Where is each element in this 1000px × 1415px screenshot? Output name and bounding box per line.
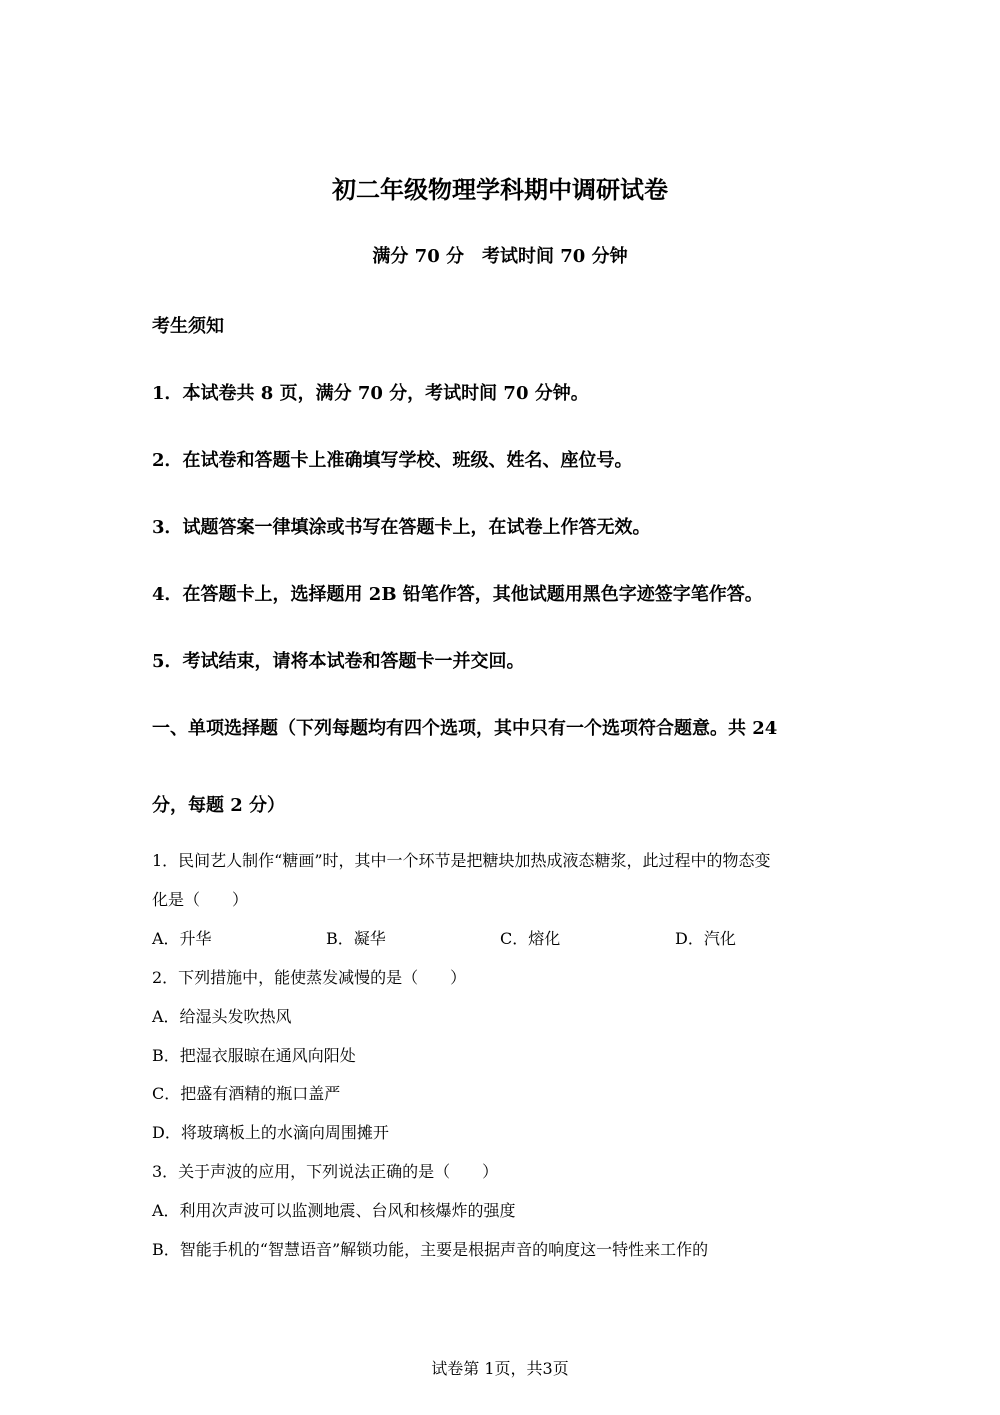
notice-item-1: 1．本试卷共 8 页，满分 70 分，考试时间 70 分钟。 <box>152 383 589 404</box>
question-3-stem: 3．关于声波的应用，下列说法正确的是（ ） <box>152 1162 499 1181</box>
notice-item-2: 2．在试卷和答题卡上准确填写学校、班级、姓名、座位号。 <box>152 450 633 471</box>
question-1-option-c: C．熔化 <box>500 929 561 948</box>
section-heading-line2: 分，每题 2 分） <box>152 795 286 816</box>
question-2-option-b: B．把湿衣服晾在通风向阳处 <box>152 1046 356 1065</box>
section-heading-line1: 一、单项选择题（下列每题均有四个选项，其中只有一个选项符合题意。共 24 <box>152 718 778 739</box>
exam-subtitle: 满分 70 分 考试时间 70 分钟 <box>372 246 628 267</box>
exam-title: 初二年级物理学科期中调研试卷 <box>332 176 668 204</box>
question-3-option-a: A．利用次声波可以监测地震、台风和核爆炸的强度 <box>152 1201 516 1220</box>
question-2-option-d: D．将玻璃板上的水滴向周围摊开 <box>152 1123 389 1142</box>
question-2-option-c: C．把盛有酒精的瓶口盖严 <box>152 1084 341 1103</box>
notice-heading: 考生须知 <box>152 316 224 337</box>
page-footer: 试卷第 1页，共3页 <box>431 1359 569 1378</box>
question-1-stem: 1．民间艺人制作“糖画”时，其中一个环节是把糖块加热成液态糖浆，此过程中的物态变 <box>152 851 771 870</box>
question-2-stem: 2．下列措施中，能使蒸发减慢的是（ ） <box>152 968 467 987</box>
question-1-option-a: A．升华 <box>152 929 212 948</box>
notice-item-3: 3．试题答案一律填涂或书写在答题卡上，在试卷上作答无效。 <box>152 517 651 538</box>
question-1-option-d: D．汽化 <box>675 929 736 948</box>
question-1-option-b: B．凝华 <box>326 929 386 948</box>
question-1-stem-cont: 化是（ ） <box>152 890 249 909</box>
question-2-option-a: A．给湿头发吹热风 <box>152 1007 292 1026</box>
question-3-option-b: B．智能手机的“智慧语音”解锁功能，主要是根据声音的响度这一特性来工作的 <box>152 1240 709 1259</box>
notice-item-4: 4．在答题卡上，选择题用 2B 铅笔作答，其他试题用黑色字迹签字笔作答。 <box>152 584 763 605</box>
notice-item-5: 5．考试结束，请将本试卷和答题卡一并交回。 <box>152 651 525 672</box>
